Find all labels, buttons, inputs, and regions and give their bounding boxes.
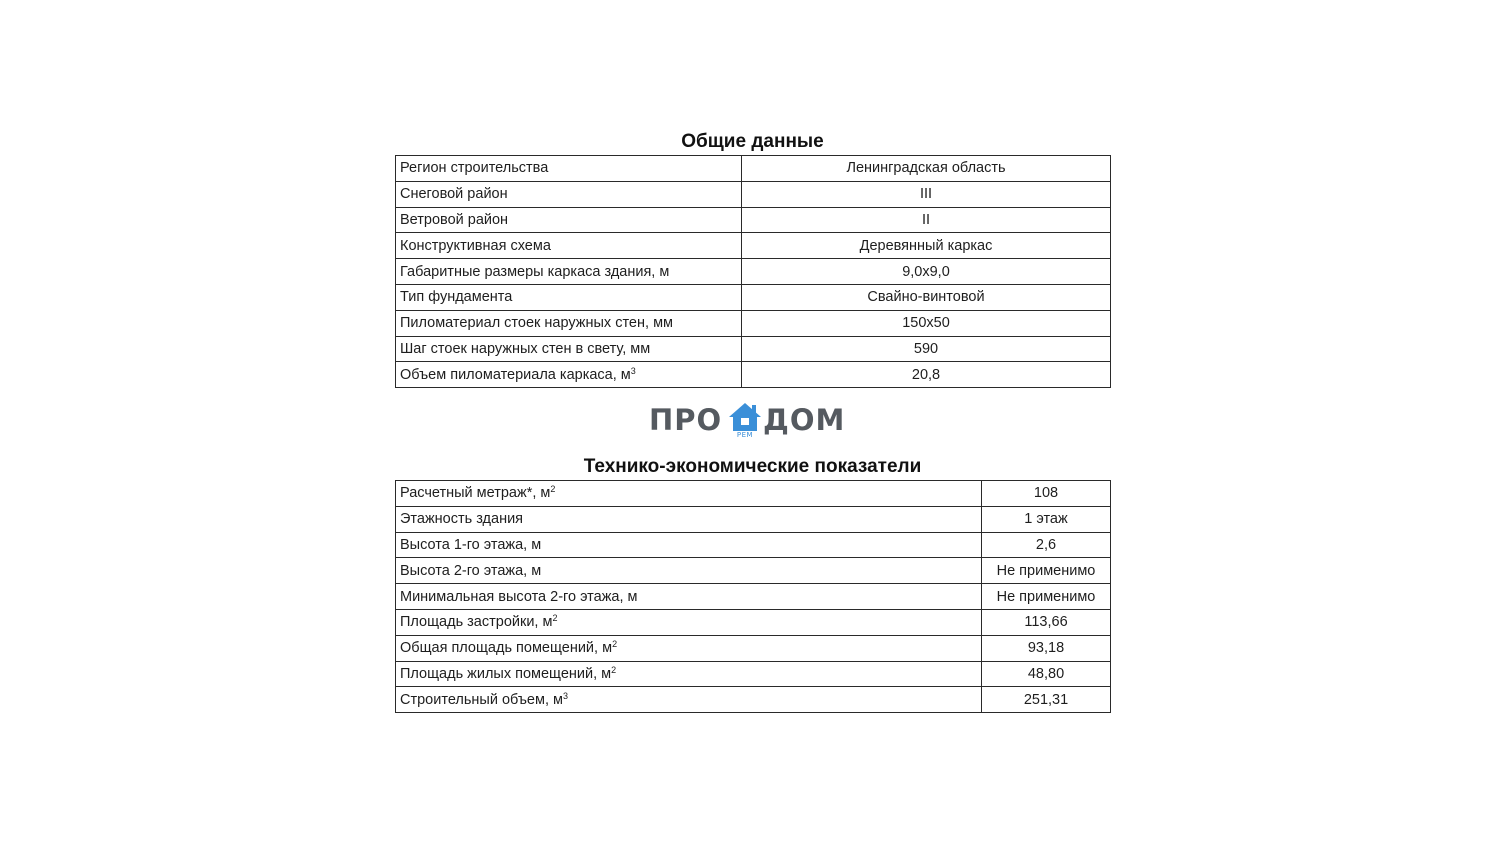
row-label: Строительный объем, м: [400, 691, 563, 708]
table-row: [396, 609, 1111, 635]
tech-indicators-table: [395, 480, 1111, 713]
row-value: II: [742, 207, 1111, 233]
table-row: [396, 310, 1111, 336]
table-row: [396, 336, 1111, 362]
row-label: Регион строительства: [396, 156, 742, 182]
row-label: Конструктивная схема: [396, 233, 742, 259]
row-label-cell: [396, 635, 982, 661]
row-label: Площадь застройки, м: [400, 614, 553, 631]
table-row: [396, 481, 1111, 507]
row-label-cell: [396, 609, 982, 635]
table-row: [396, 233, 1111, 259]
general-data-title: Общие данные: [681, 131, 824, 152]
table-row: [396, 584, 1111, 610]
logo-text-right: ДОМ: [763, 403, 846, 437]
table-row: [396, 362, 1111, 388]
logo-text-left: ПРО: [649, 403, 723, 437]
unit-superscript: 2: [611, 664, 617, 675]
row-label: Пиломатериал стоек наружных стен, мм: [396, 310, 742, 336]
row-value: 2,6: [982, 532, 1111, 558]
unit-superscript: 2: [552, 613, 558, 624]
row-value: Не применимо: [982, 584, 1111, 610]
unit-superscript: 3: [630, 365, 636, 376]
row-value: 150х50: [742, 310, 1111, 336]
row-label: Высота 2-го этажа, м: [396, 558, 982, 584]
table-row: [396, 284, 1111, 310]
pro-dom-logo: [648, 400, 852, 444]
row-label: Шаг стоек наружных стен в свету, мм: [396, 336, 742, 362]
table-row: [396, 207, 1111, 233]
row-value: 108: [982, 481, 1111, 507]
row-value: III: [742, 181, 1111, 207]
row-value: 93,18: [982, 635, 1111, 661]
table-row: [396, 181, 1111, 207]
unit-superscript: 3: [562, 690, 568, 701]
logo-subtext: РЕМ: [736, 431, 754, 439]
table-row: [396, 506, 1111, 532]
table-row: [396, 687, 1111, 713]
row-label: Высота 1-го этажа, м: [396, 532, 982, 558]
row-value: 113,66: [982, 609, 1111, 635]
row-value: 9,0х9,0: [742, 259, 1111, 285]
row-value: Не применимо: [982, 558, 1111, 584]
row-value: 48,80: [982, 661, 1111, 687]
table-row: [396, 156, 1111, 182]
table-row: [396, 558, 1111, 584]
row-label-cell: [396, 362, 742, 388]
table-row: [396, 532, 1111, 558]
house-icon: [728, 402, 762, 432]
row-label: Минимальная высота 2-го этажа, м: [396, 584, 982, 610]
unit-superscript: 2: [550, 484, 556, 495]
general-data-table: [395, 155, 1111, 388]
row-value: 251,31: [982, 687, 1111, 713]
row-label: Тип фундамента: [396, 284, 742, 310]
row-label: Снеговой район: [396, 181, 742, 207]
row-value: Деревянный каркас: [742, 233, 1111, 259]
row-label-cell: [396, 687, 982, 713]
table-row: [396, 259, 1111, 285]
row-label: Ветровой район: [396, 207, 742, 233]
row-value: 1 этаж: [982, 506, 1111, 532]
tech-indicators-title: Технико-экономические показатели: [583, 456, 922, 477]
table-row: [396, 661, 1111, 687]
row-label: Расчетный метраж*, м: [400, 485, 551, 502]
row-label: Этажность здания: [396, 506, 982, 532]
row-value: 590: [742, 336, 1111, 362]
row-label: Габаритные размеры каркаса здания, м: [396, 259, 742, 285]
row-label-cell: [396, 661, 982, 687]
unit-superscript: 2: [612, 639, 618, 650]
row-label: Объем пиломатериала каркаса, м: [400, 366, 631, 383]
row-label: Площадь жилых помещений, м: [400, 665, 612, 682]
row-value: Свайно-винтовой: [742, 284, 1111, 310]
row-label: Общая площадь помещений, м: [400, 640, 613, 657]
row-value: 20,8: [742, 362, 1111, 388]
row-label-cell: [396, 481, 982, 507]
row-value: Ленинградская область: [742, 156, 1111, 182]
table-row: [396, 635, 1111, 661]
